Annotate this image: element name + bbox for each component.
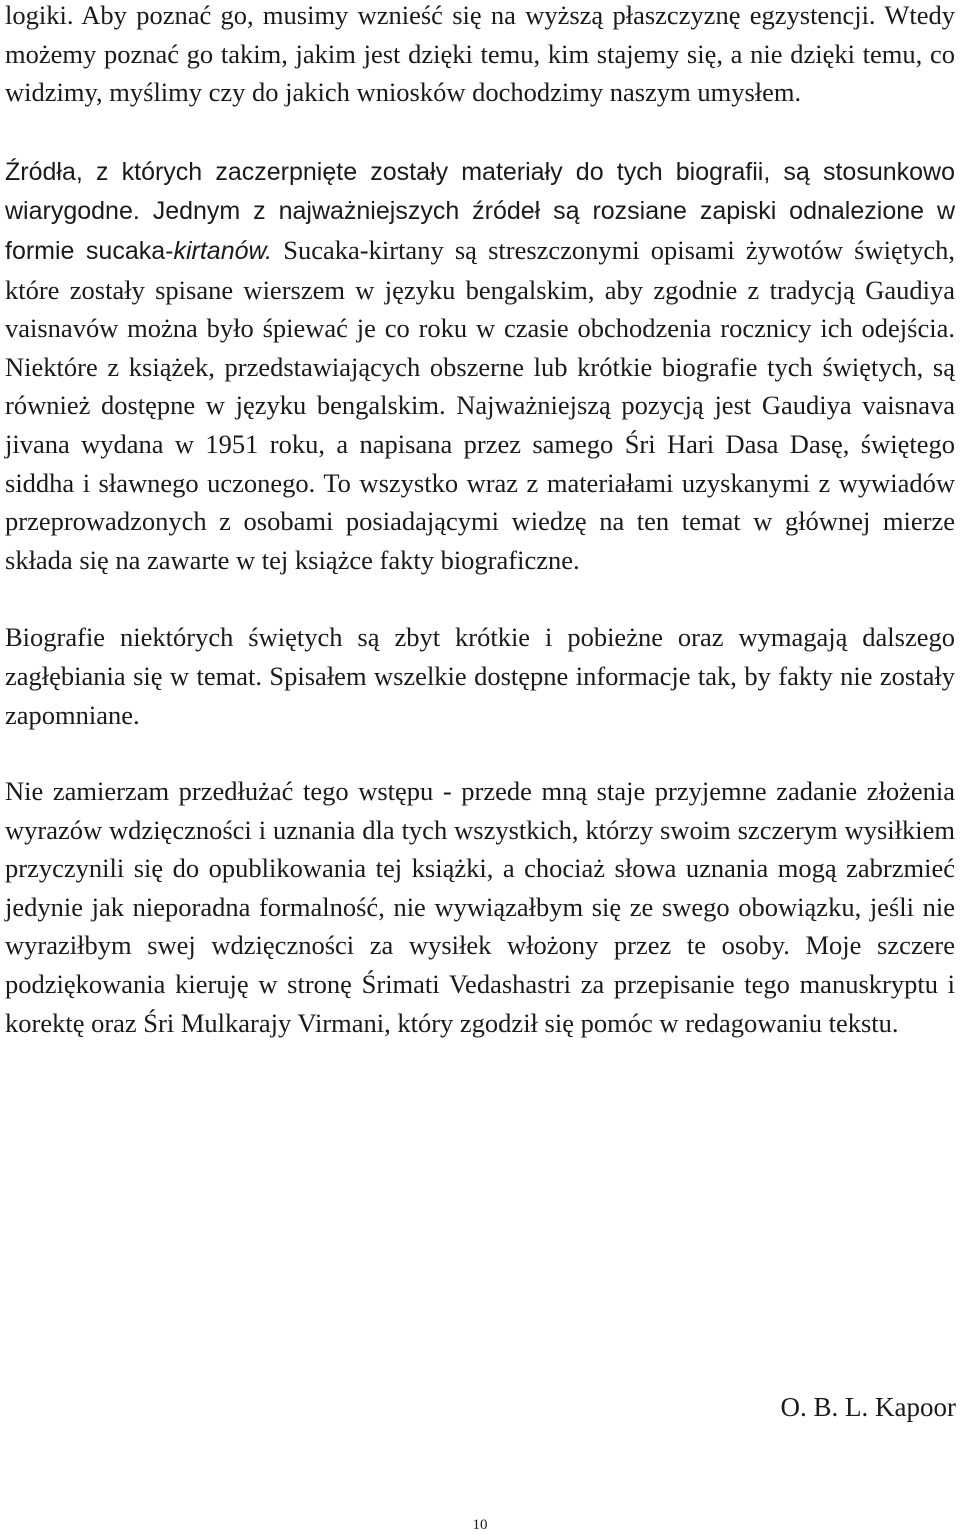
- paragraph-text: Nie zamierzam przedłużać tego wstępu - przede mną staje przyjemne zadanie złożenia wyrazów wdzięczności i uznania dla tych wszystkich, którzy swoim szczerym wysiłkiem przyczynili się do opublikowania tej książki, a chociaż słowa uznania mogą zabrzmieć jedynie jak nieporadna formalność, nie wywiązałbym się ze swego obowiązku, jeśli nie wyraziłbym swej wdzięczności za wysiłek włożony przez te osoby. Moje szczere podziękowania kieruję w stronę Śrimati Vedashastri za przepisanie tego manuskryptu i korektę oraz Śri Mulkarajy Virmani, który zgodził się pomóc w redagowaniu tekstu.: [5, 776, 955, 1038]
- paragraph-acknowledgements: [5, 772, 955, 1042]
- document-page: [5, 0, 955, 1042]
- paragraph-text: Sucaka-kirtany są streszczonymi opisami żywotów świętych, które zostały spisane wierszem w języku bengalskim, aby zgodnie z tradycją Gaudiya vaisnavów można było śpiewać je co roku w czasie obchodzenia rocznicy ich odejścia. Niektóre z książek, przedstawiających obszerne lub krótkie biografie tych świętych, są również dostępne w języku bengalskim. Najważniejszą pozycją jest Gaudiya vaisnava jivana wydana w 1951 roku, a napisana przez samego Śri Hari Dasa Dasę, świętego siddha i sławnego uczonego. To wszystko wraz z materiałami uzyskanymi z wywiadów przeprowadzonych z osobami posiadającymi wiedzę na ten temat w głównej mierze składa się na zawarte w tej książce fakty biograficzne.: [5, 234, 955, 575]
- page-number: 10: [472, 1517, 488, 1533]
- author-signature: O. B. L. Kapoor: [780, 1392, 956, 1422]
- paragraph-intro-ending: [5, 0, 955, 112]
- paragraph-sources: [5, 152, 955, 580]
- paragraph-text: Biografie niektórych świętych są zbyt krótkie i pobieżne oraz wymagają dalszego zagłębiania się w temat. Spisałem wszelkie dostępne informacje tak, by fakty nie zostały zapomniane.: [5, 622, 955, 730]
- paragraph-biographies: [5, 618, 955, 734]
- paragraph-text: logiki. Aby poznać go, musimy wznieść się na wyższą płaszczyznę egzystencji. Wtedy możemy poznać go takim, jakim jest dzięki temu, kim stajemy się, a nie dzięki temu, co widzimy, myślimy czy do jakich wniosków dochodzimy naszym umysłem.: [5, 0, 955, 108]
- paragraph-text-sans: Źródła, z których zaczerpnięte zostały materiały do tych biografii, są stosunkowo wiarygodne. Jednym z najważniejszych źródeł są rozsiane zapiski odnalezione w formie sucaka-: [5, 157, 955, 265]
- term-kirtanow: kirtanów.: [173, 236, 273, 265]
